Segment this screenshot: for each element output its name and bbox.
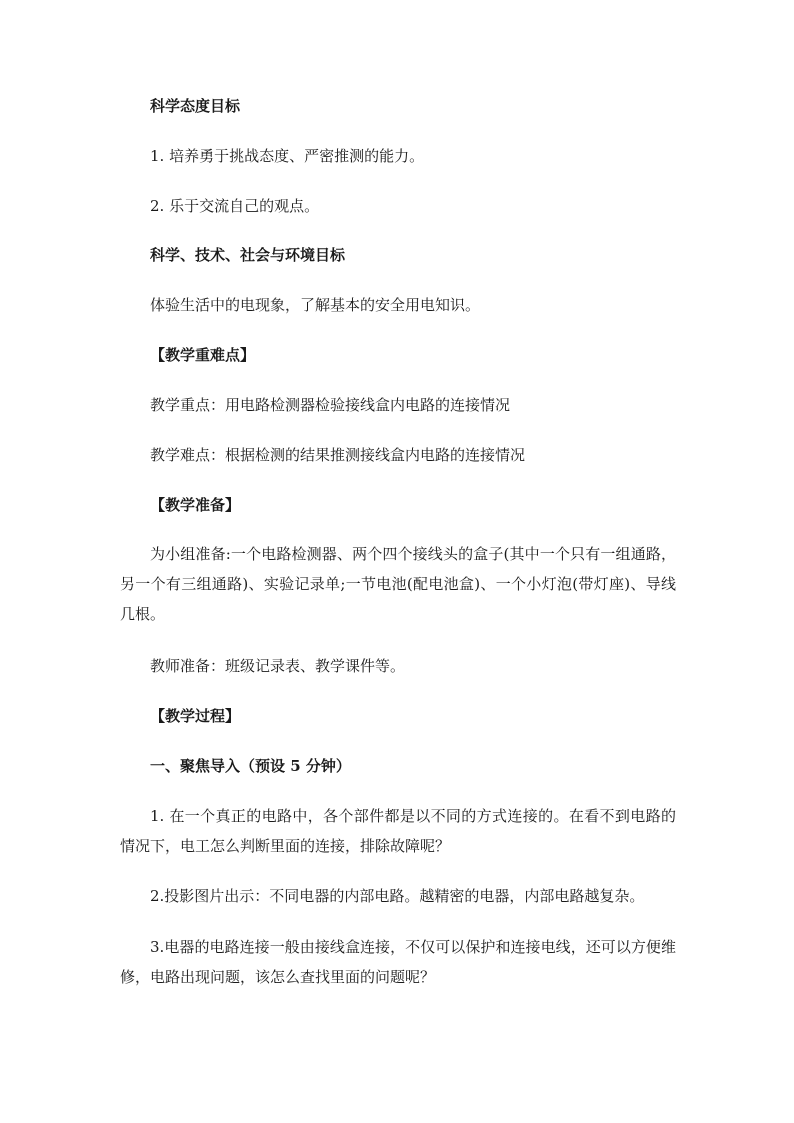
key-point: 教学重点：用电路检测器检验接线盒内电路的连接情况 [150,396,511,414]
step-2: 2.投影图片出示：不同电器的内部电路。越精密的电器，内部电路越复杂。 [150,887,645,905]
group-preparation: 为小组准备:一个电路检测器、两个四个接线头的盒子(其中一个只有一组通路，另一个有三组通路)、实验记录单;一节电池(配电池盒)、一个小灯泡(带灯座)、导线几根。 [120,545,676,623]
heading-key-points: 【教学重难点】 [150,346,256,364]
step-1: 1. 在一个真正的电路中，各个部件都是以不同的方式连接的。在看不到电路的情况下，电工怎么判断里面的连接，排除故障呢？ [120,807,676,855]
attitude-item-1: 1. 培养勇于挑战态度、严密推测的能力。 [150,147,425,165]
difficult-point: 教学难点：根据检测的结果推测接线盒内电路的连接情况 [150,446,526,464]
heading-attitude: 科学态度目标 [150,97,241,115]
stse-text: 体验生活中的电现象，了解基本的安全用电知识。 [150,296,481,314]
teacher-preparation: 教师准备：班级记录表、教学课件等。 [150,657,406,675]
heading-process: 【教学过程】 [150,707,241,725]
attitude-item-2: 2. 乐于交流自己的观点。 [150,197,320,215]
heading-stse: 科学、技术、社会与环境目标 [150,246,346,264]
heading-preparation: 【教学准备】 [150,496,241,514]
section-1-title: 一、聚焦导入（预设 5 分钟） [150,757,351,775]
step-3: 3.电器的电路连接一般由接线盒连接，不仅可以保护和连接电线，还可以方便维修，电路出现问题，该怎么查找里面的问题呢？ [120,938,676,986]
